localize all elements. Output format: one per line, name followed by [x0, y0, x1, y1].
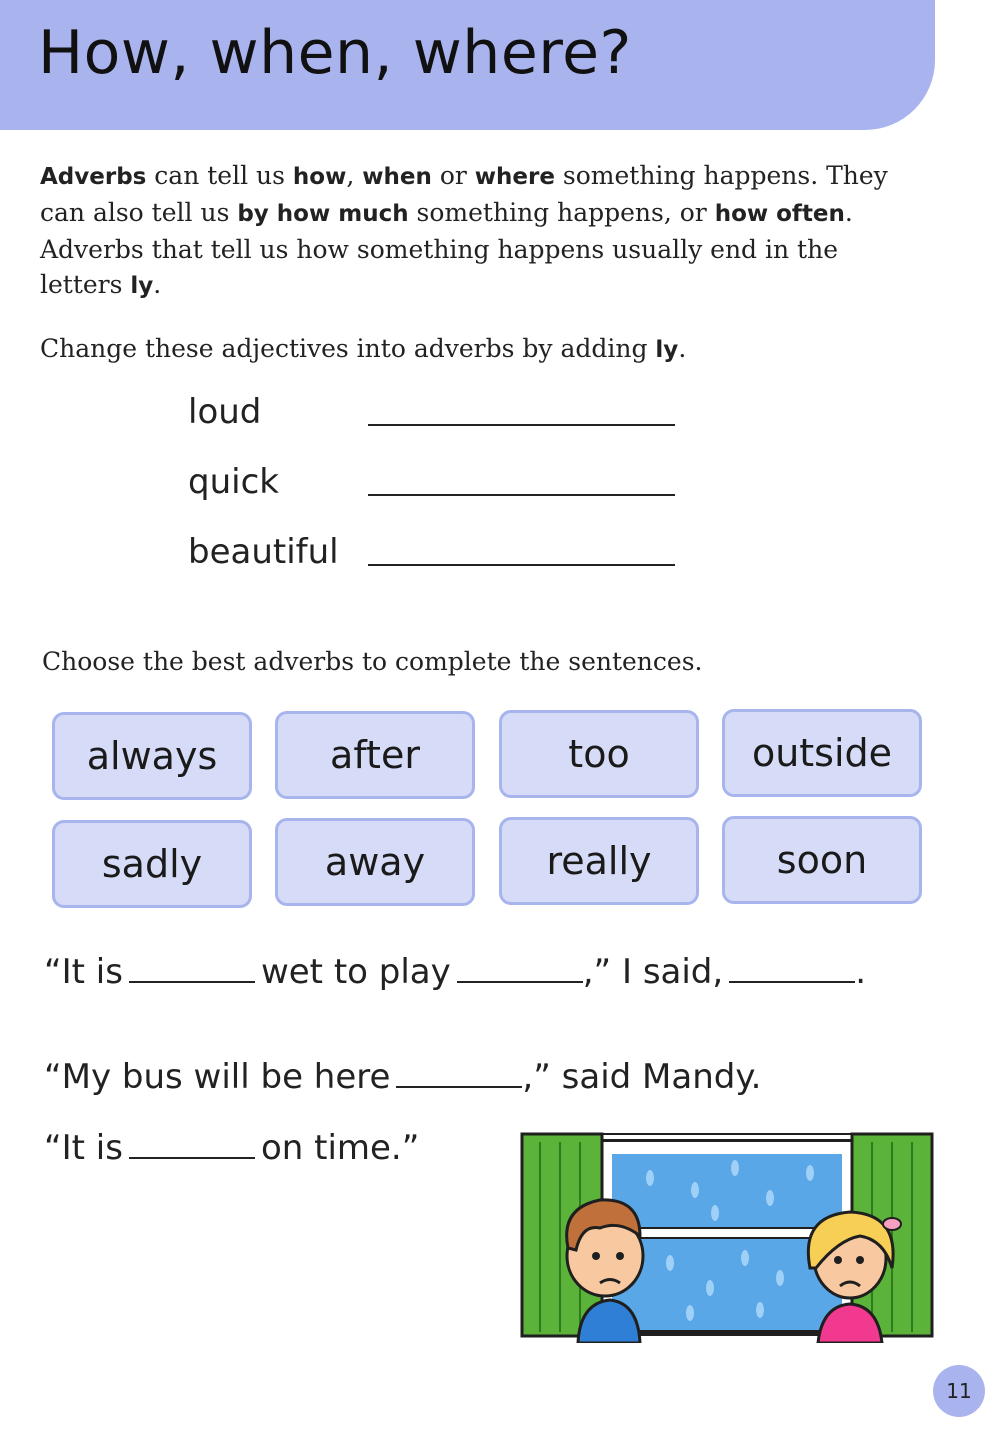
page-number-badge — [933, 1365, 985, 1417]
intro-text: something happens. They can also tell us — [40, 161, 888, 227]
intro-bold-when: when — [362, 164, 432, 190]
answer-blank[interactable] — [396, 1085, 522, 1088]
word-bank-box[interactable]: sadly — [52, 820, 252, 908]
intro-bold-by-how-much: by how much — [237, 201, 409, 227]
intro-bold-where: where — [474, 164, 555, 190]
word-bank-box[interactable]: after — [275, 711, 475, 799]
adjective-word: loud — [188, 392, 262, 432]
word-bank-box[interactable]: outside — [722, 709, 922, 797]
word-bank-box[interactable]: away — [275, 818, 475, 906]
sentence-1: “It is wet to play ,” I said, . — [44, 952, 867, 992]
page-number: 11 — [946, 1379, 972, 1403]
sentence-3: “It is on time.” — [44, 1128, 420, 1168]
answer-blank[interactable] — [129, 1156, 255, 1159]
adjective-word: quick — [188, 462, 279, 502]
adjective-row — [188, 530, 688, 580]
intro-paragraph — [40, 158, 920, 304]
adjective-row — [188, 390, 688, 440]
word-bank-box[interactable]: really — [499, 817, 699, 905]
answer-line[interactable] — [368, 564, 675, 566]
answer-blank[interactable] — [729, 980, 855, 983]
page-title: How, when, where? — [38, 18, 632, 88]
adjective-row — [188, 460, 688, 510]
exercise2-instruction: Choose the best adverbs to complete the sentences. — [42, 647, 703, 676]
intro-bold-ly: ly — [130, 273, 154, 299]
children-window-illustration — [520, 1128, 935, 1343]
word-bank-box[interactable]: always — [52, 712, 252, 800]
intro-text: , — [346, 161, 363, 190]
intro-bold-how: how — [292, 164, 347, 190]
answer-blank[interactable] — [457, 980, 583, 983]
title-banner — [0, 0, 935, 130]
intro-text: . — [153, 270, 162, 299]
word-bank-box[interactable]: too — [499, 710, 699, 798]
intro-text: something happens, or — [408, 198, 715, 227]
exercise1-instruction: Change these adjectives into adverbs by adding ly. — [40, 334, 687, 363]
intro-text: can tell us — [146, 161, 293, 190]
answer-line[interactable] — [368, 424, 675, 426]
intro-text: . Adverbs that tell us how something happens usually end in the letters — [40, 198, 853, 299]
intro-bold-adverbs: Adverbs — [40, 164, 147, 190]
intro-text: or — [431, 161, 475, 190]
intro-bold-how-often: how often — [714, 201, 845, 227]
word-bank-box[interactable]: soon — [722, 816, 922, 904]
answer-blank[interactable] — [129, 980, 255, 983]
answer-line[interactable] — [368, 494, 675, 496]
sentence-2: “My bus will be here ,” said Mandy. — [44, 1057, 762, 1097]
adjective-word: beautiful — [188, 532, 339, 572]
